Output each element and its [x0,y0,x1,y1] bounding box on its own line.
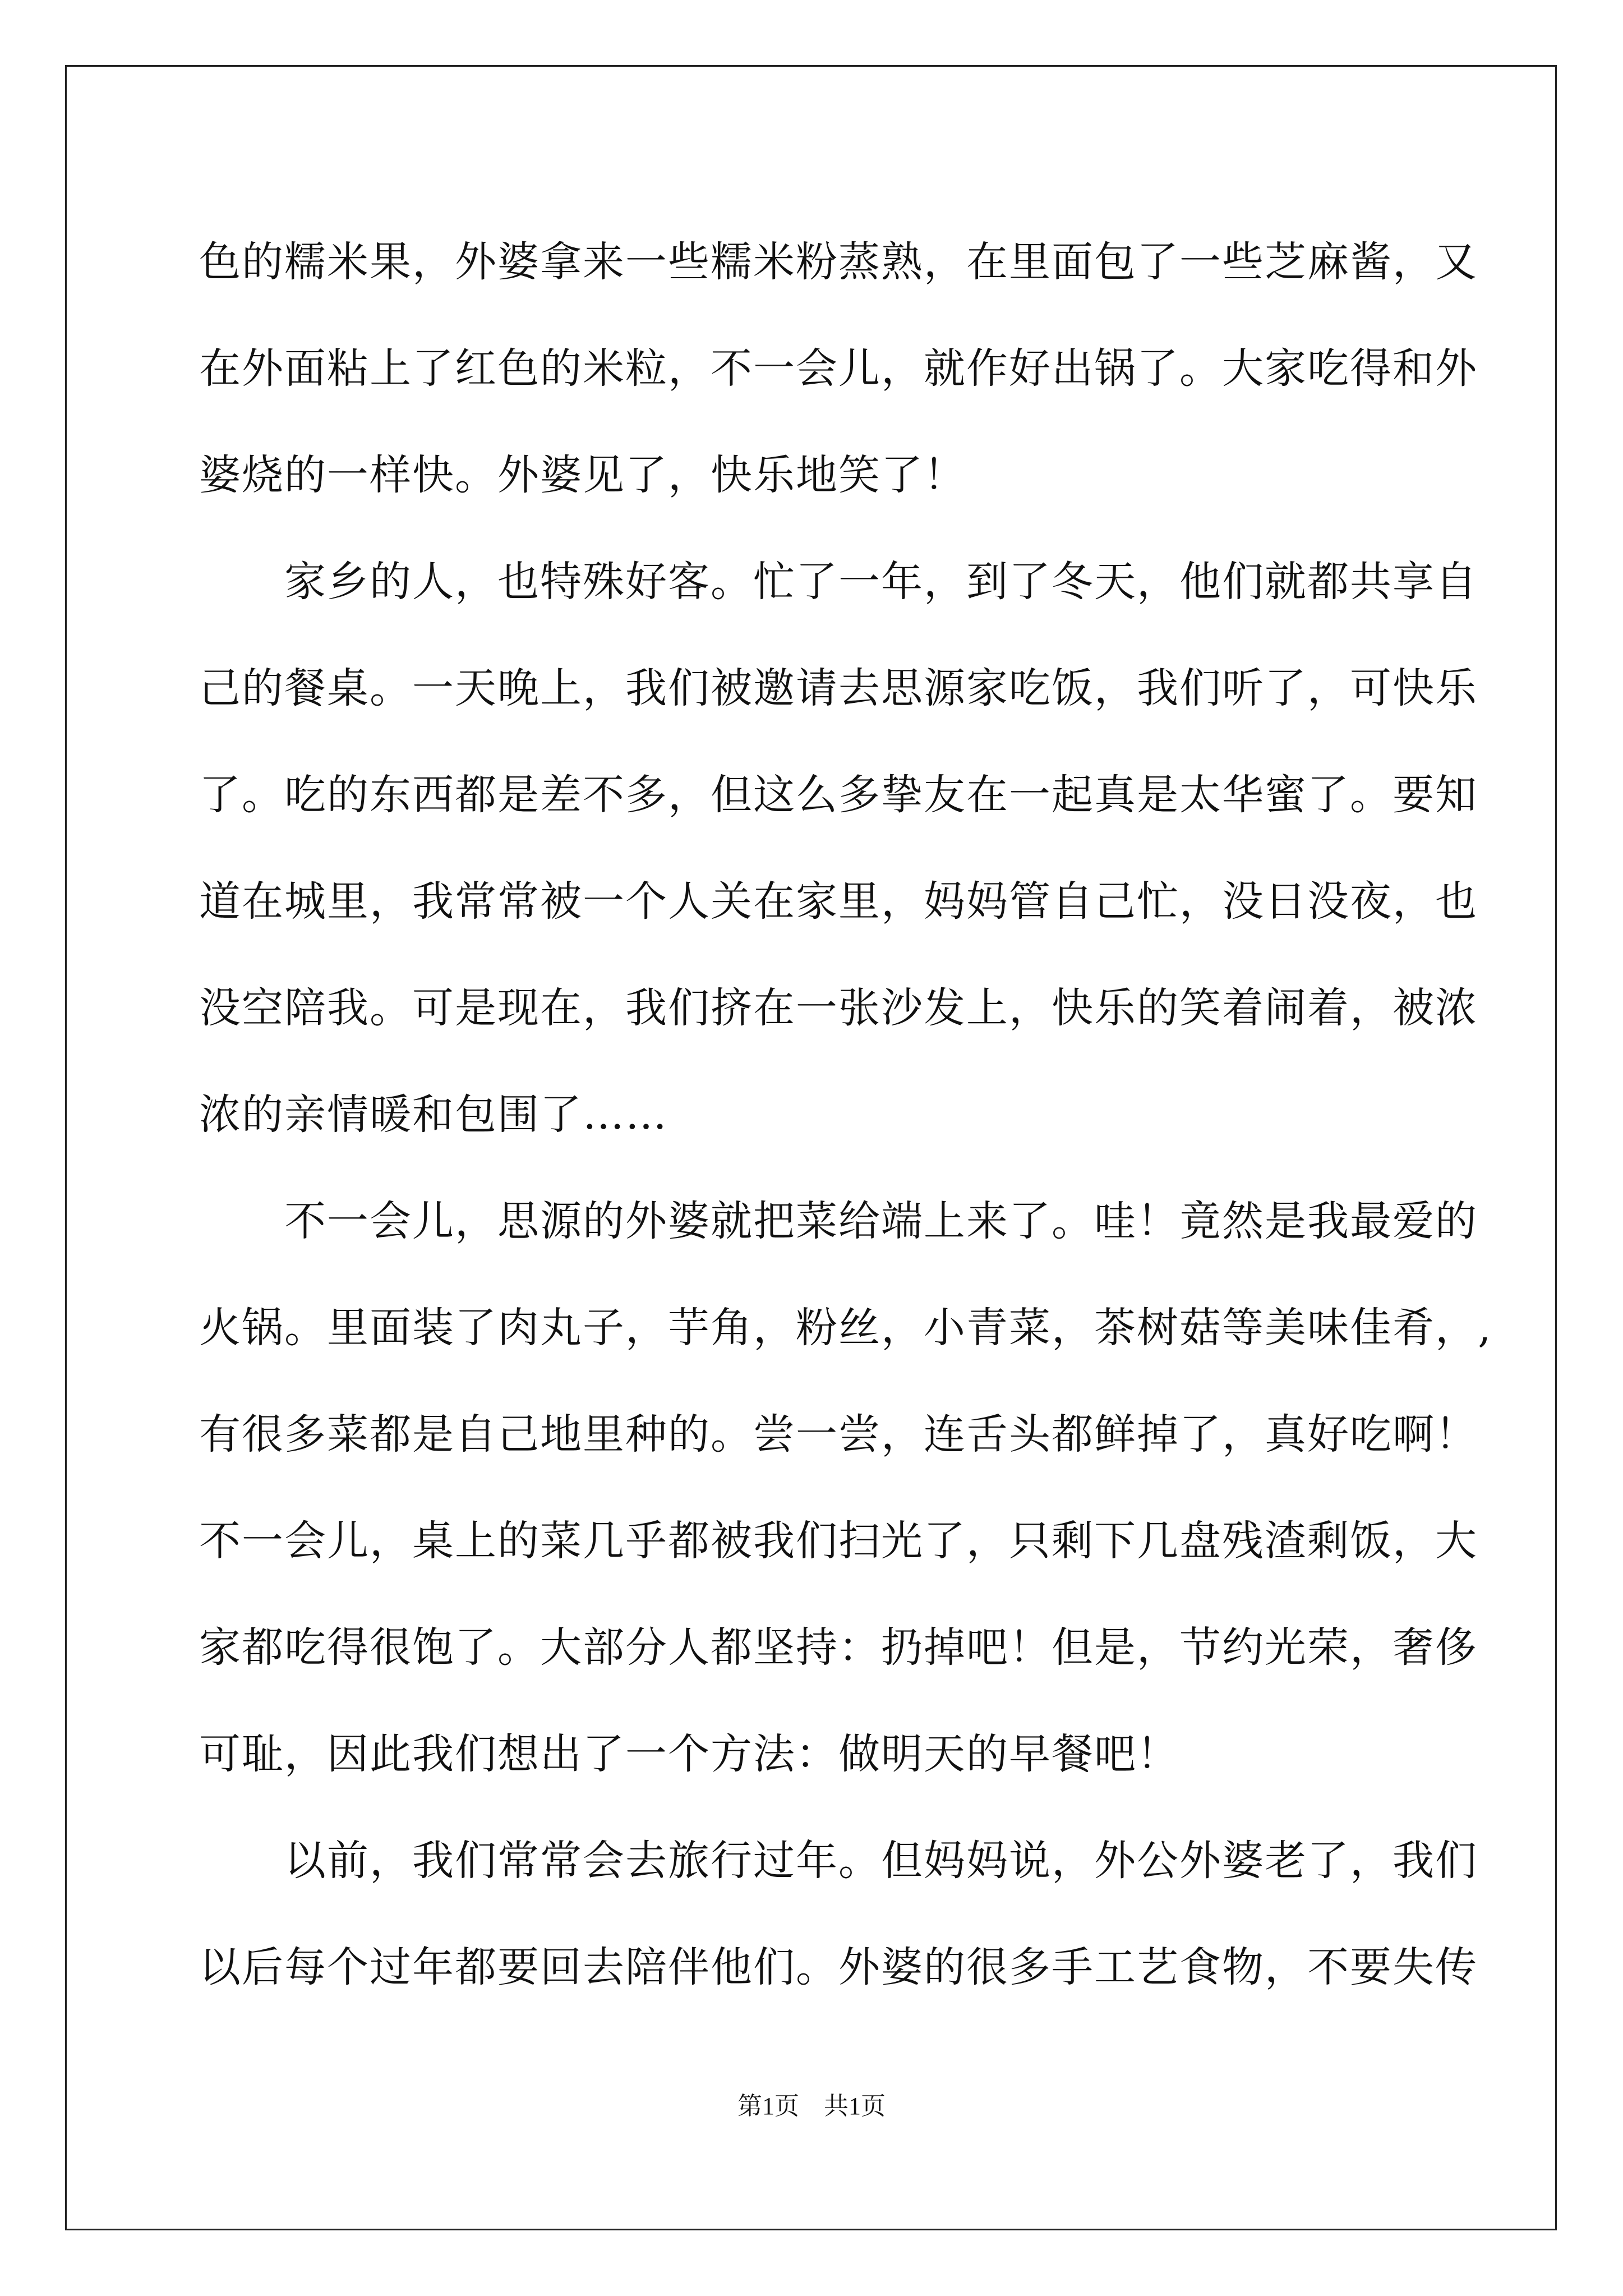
text-line: 不一会儿，思源的外婆就把菜给端上来了。哇！竟然是我最爱的 [199,1197,1478,1245]
text-line: 没空陪我。可是现在，我们挤在一张沙发上，快乐的笑着闹着，被浓 [199,984,1478,1032]
text-line: 己的餐桌。一天晚上，我们被邀请去思源家吃饭，我们听了，可快乐 [199,664,1478,712]
text-line: 婆烧的一样快。外婆见了，快乐地笑了！ [199,451,966,499]
text-line: 了。吃的东西都是差不多，但这么多挚友在一起真是太华蜜了。要知 [199,771,1478,819]
text-line: 家都吃得很饱了。大部分人都坚持：扔掉吧！但是，节约光荣，奢侈 [199,1623,1478,1672]
text-line: 色的糯米果，外婆拿来一些糯米粉蒸熟，在里面包了一些芝麻酱，又 [199,238,1478,286]
document-body [199,209,1492,2021]
text-line: 家乡的人，也特殊好客。忙了一年，到了冬天，他们就都共享自 [199,558,1478,606]
page-number-footer: 第1页 共1页 [737,2092,886,2120]
text-line: 以后每个过年都要回去陪伴他们。外婆的很多手工艺食物，不要失传 [199,1943,1478,1991]
text-line: 在外面粘上了红色的米粒，不一会儿，就作好出锅了。大家吃得和外 [199,344,1478,393]
text-line: 可耻，因此我们想出了一个方法：做明天的早餐吧！ [199,1730,1179,1778]
text-line: 有很多菜都是自己地里种的。尝一尝，连舌头都鲜掉了，真好吃啊！ [199,1410,1478,1458]
text-line: 不一会儿，桌上的菜几乎都被我们扫光了，只剩下几盘残渣剩饭，大 [199,1517,1478,1565]
text-line: 以前，我们常常会去旅行过年。但妈妈说，外公外婆老了，我们 [199,1837,1478,1885]
text-line: 火锅。里面装了肉丸子，芋角，粉丝，小青菜，茶树菇等美味佳肴，, [199,1304,1492,1352]
text-line: 浓的亲情暖和包围了…… [199,1091,668,1139]
text-line: 道在城里，我常常被一个人关在家里，妈妈管自己忙，没日没夜，也 [199,877,1478,926]
